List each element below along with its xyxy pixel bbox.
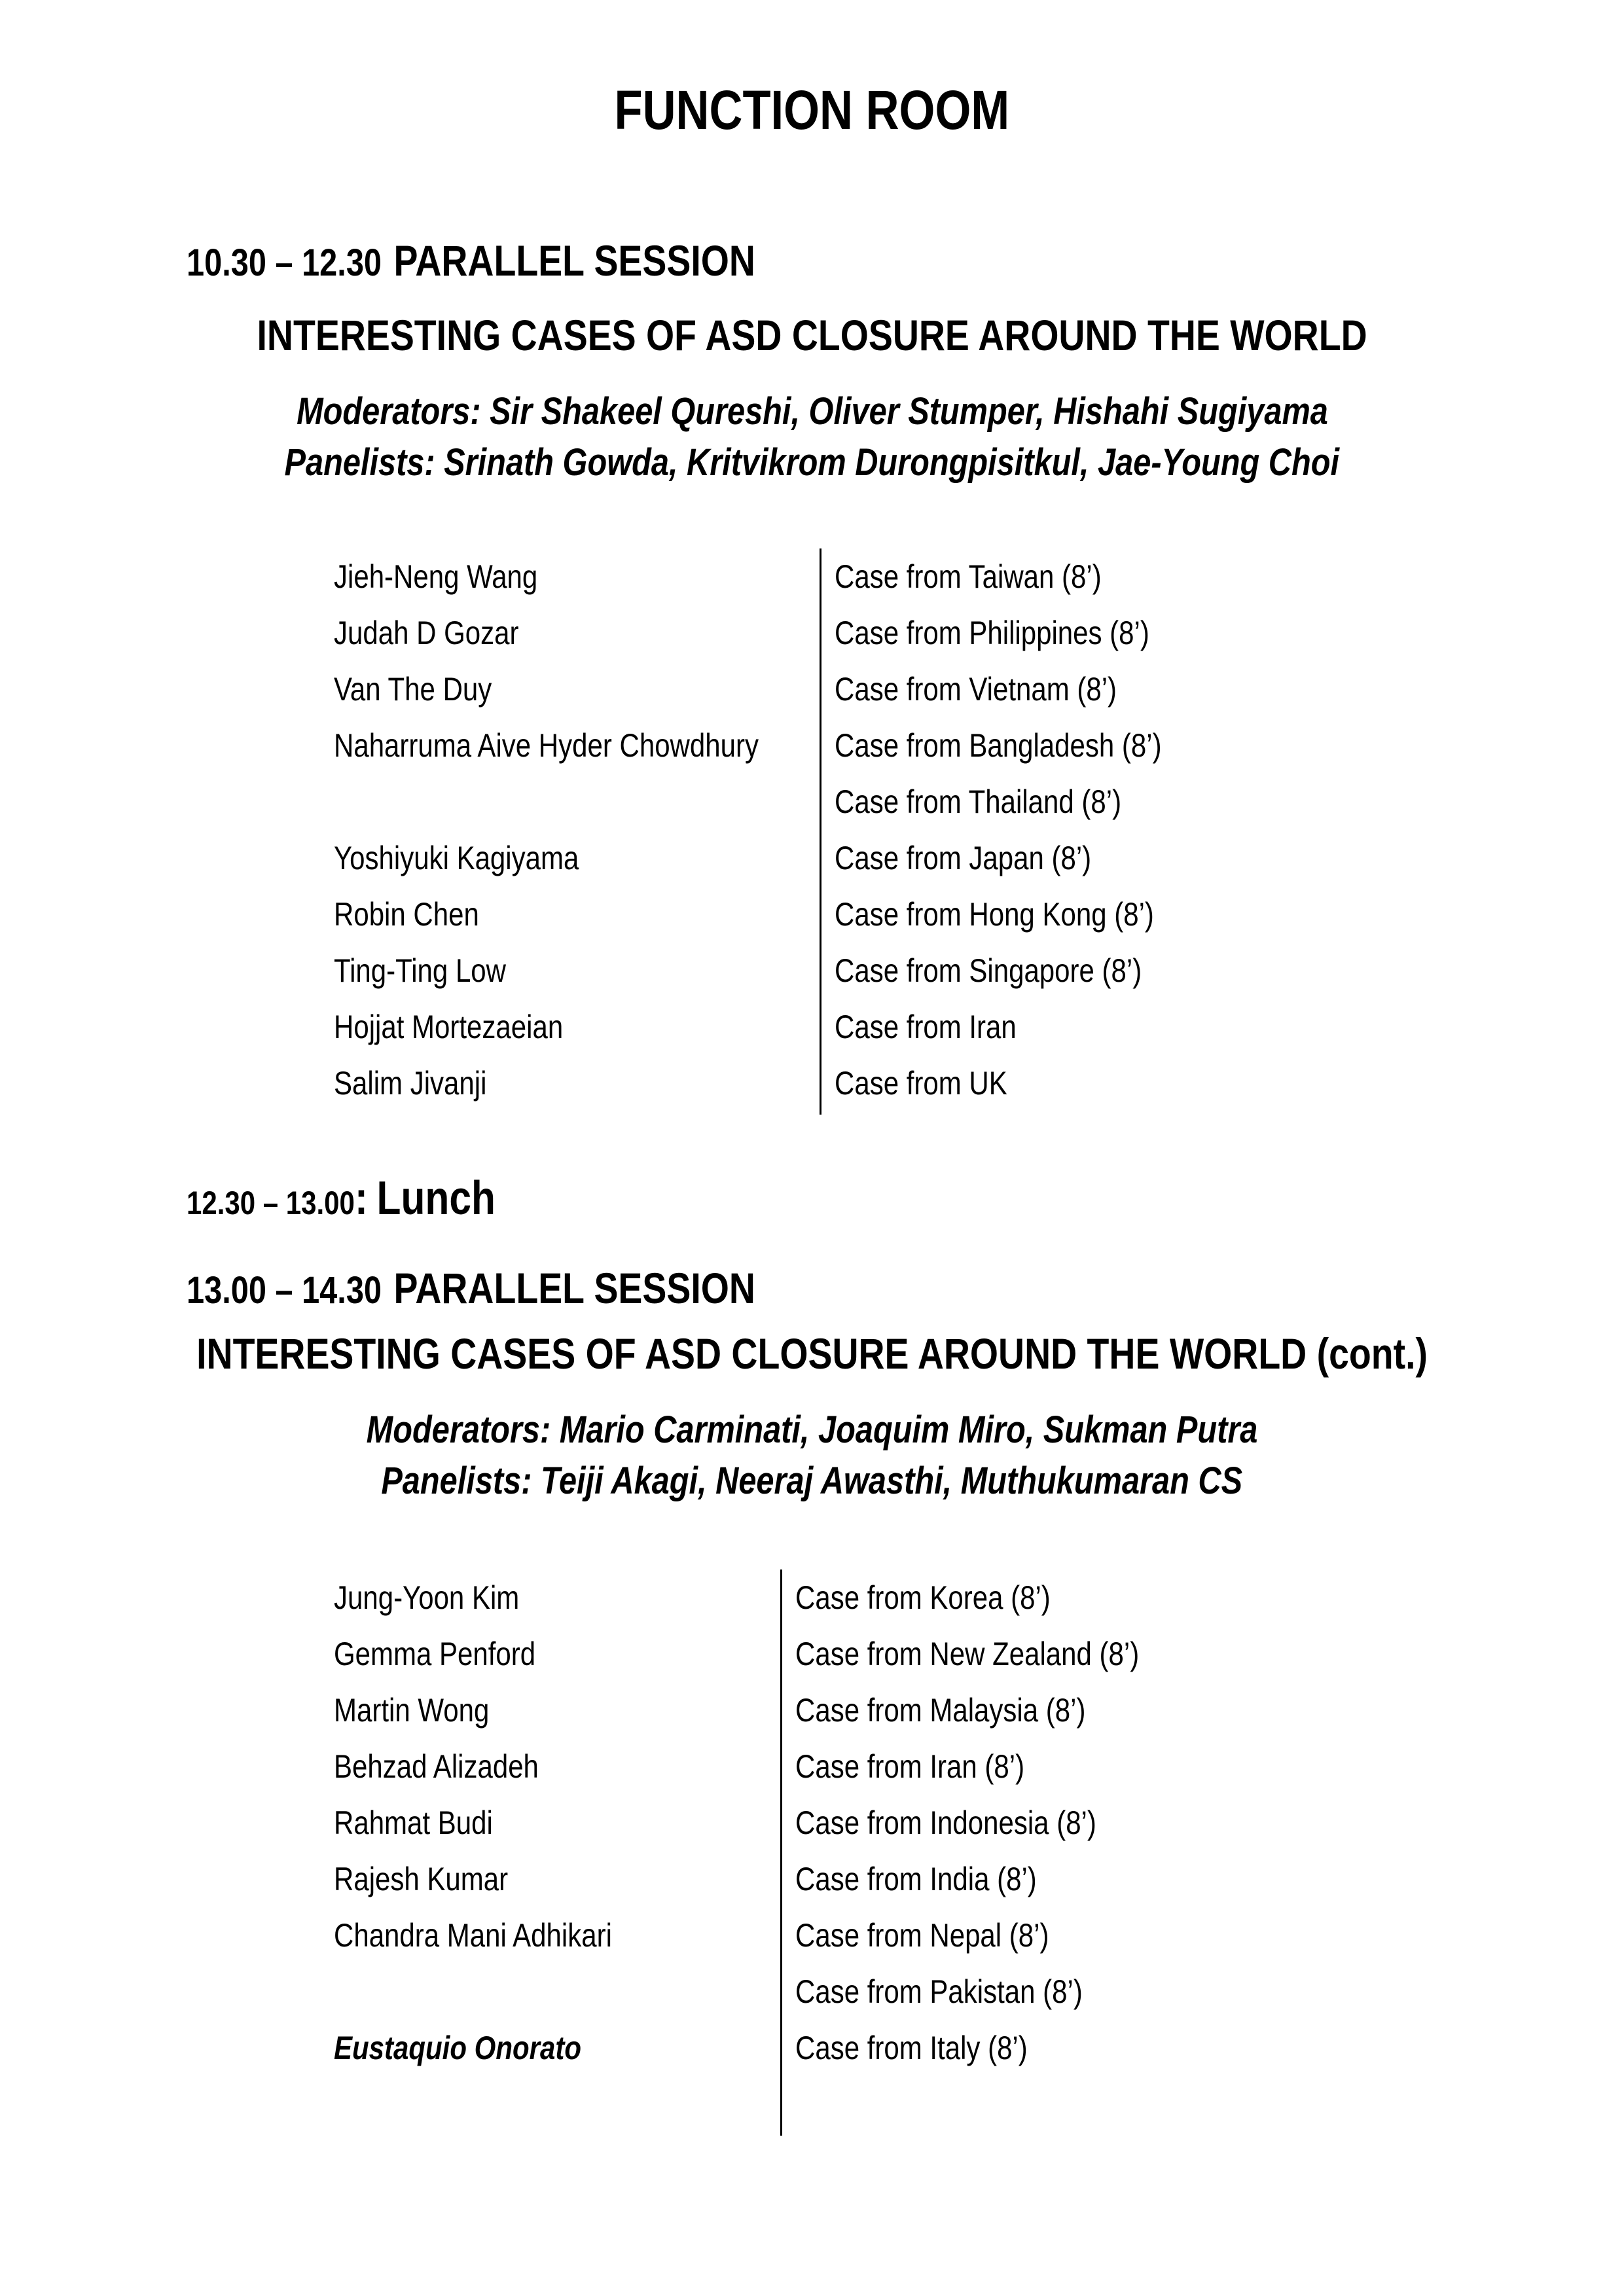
table-row <box>334 548 1316 605</box>
lunch-separator: : <box>354 1172 369 1225</box>
session2-time: 13.00 – 14.30 <box>187 1269 382 1312</box>
lunch-break <box>187 1172 554 1225</box>
page-title <box>0 77 1624 143</box>
table-row <box>334 1682 1316 1738</box>
case-title: Case from Hong Kong (8’) <box>835 896 1154 933</box>
session1-heading <box>187 236 863 285</box>
speaker-name: Behzad Alizadeh <box>334 1748 539 1785</box>
case-title: Case from Korea (8’) <box>795 1579 1051 1616</box>
table-row <box>334 942 1316 999</box>
case-title: Case from Malaysia (8’) <box>795 1692 1086 1729</box>
table-row <box>334 774 1316 830</box>
speaker-name: Martin Wong <box>334 1692 490 1729</box>
table-row <box>334 605 1316 661</box>
speaker-name: Naharruma Aive Hyder Chowdhury <box>334 727 759 764</box>
table-row <box>334 999 1316 1055</box>
case-title: Case from UK <box>835 1065 1007 1102</box>
session2-heading <box>187 1263 863 1313</box>
case-title: Case from Taiwan (8’) <box>835 558 1102 595</box>
table-row <box>334 1907 1316 1964</box>
table-row <box>334 1795 1316 1851</box>
speaker-name: Rajesh Kumar <box>334 1861 509 1897</box>
lunch-time: 12.30 – 13.00 <box>187 1185 355 1221</box>
speaker-name: Hojjat Mortezaeian <box>334 1009 564 1045</box>
session1-panelists: Panelists: Srinath Gowda, Kritvikrom Durongpisitkul, Jae-Young Choi <box>284 441 1340 484</box>
lunch-label: Lunch <box>376 1172 496 1225</box>
case-title: Case from Iran <box>835 1009 1017 1045</box>
session2-topic-text: INTERESTING CASES OF ASD CLOSURE AROUND THE WORLD (cont.) <box>196 1329 1428 1378</box>
session2-moderators: Moderators: Mario Carminati, Joaquim Miro, Sukman Putra <box>366 1408 1258 1451</box>
session2-chairs <box>0 1405 1624 1507</box>
session1-moderators: Moderators: Sir Shakeel Qureshi, Oliver Stumper, Hishahi Sugiyama <box>296 390 1328 433</box>
session1-label: PARALLEL SESSION <box>393 236 755 285</box>
speaker-name: Salim Jivanji <box>334 1065 487 1102</box>
table-row <box>334 1851 1316 1907</box>
case-title: Case from Bangladesh (8’) <box>835 727 1162 764</box>
speaker-name: Jieh-Neng Wang <box>334 558 538 595</box>
speaker-name: Robin Chen <box>334 896 479 933</box>
session2-panelists: Panelists: Teiji Akagi, Neeraj Awasthi, Muthukumaran CS <box>381 1460 1243 1502</box>
session1-chairs <box>0 386 1624 488</box>
table-row <box>334 717 1316 774</box>
table-row <box>334 661 1316 717</box>
case-title: Case from Japan (8’) <box>835 840 1092 876</box>
session2-label: PARALLEL SESSION <box>393 1264 755 1312</box>
case-title: Case from Singapore (8’) <box>835 952 1142 989</box>
session1-topic-text: INTERESTING CASES OF ASD CLOSURE AROUND THE WORLD <box>257 311 1367 359</box>
page-title-text: FUNCTION ROOM <box>614 79 1010 141</box>
table-row <box>334 1738 1316 1795</box>
table-row <box>334 1964 1316 2020</box>
case-title: Case from Pakistan (8’) <box>795 1973 1083 2010</box>
speaker-name: Van The Duy <box>334 671 492 708</box>
table-row <box>334 1055 1316 1111</box>
case-title: Case from New Zealand (8’) <box>795 1636 1140 1672</box>
case-title: Case from Iran (8’) <box>795 1748 1025 1785</box>
table-row <box>334 1626 1316 1682</box>
table-row <box>334 830 1316 886</box>
speaker-name: Yoshiyuki Kagiyama <box>334 840 579 876</box>
case-title: Case from Indonesia (8’) <box>795 1804 1096 1841</box>
case-title: Case from Thailand (8’) <box>835 783 1122 820</box>
case-title: Case from Nepal (8’) <box>795 1917 1049 1954</box>
speaker-name: Eustaquio Onorato <box>334 2030 581 2066</box>
speaker-name: Chandra Mani Adhikari <box>334 1917 612 1954</box>
case-title: Case from India (8’) <box>795 1861 1037 1897</box>
case-title: Case from Vietnam (8’) <box>835 671 1117 708</box>
speaker-name: Judah D Gozar <box>334 615 519 651</box>
speaker-name: Rahmat Budi <box>334 1804 493 1841</box>
case-title: Case from Philippines (8’) <box>835 615 1149 651</box>
speaker-name: Ting-Ting Low <box>334 952 506 989</box>
speaker-name: Jung-Yoon Kim <box>334 1579 520 1616</box>
table-row <box>334 1570 1316 1626</box>
session2-topic <box>0 1327 1624 1380</box>
table-row <box>334 886 1316 942</box>
session1-topic <box>0 309 1624 361</box>
session1-time: 10.30 – 12.30 <box>187 242 382 284</box>
speaker-name: Gemma Penford <box>334 1636 536 1672</box>
case-title: Case from Italy (8’) <box>795 2030 1028 2066</box>
table-row <box>334 2020 1316 2076</box>
